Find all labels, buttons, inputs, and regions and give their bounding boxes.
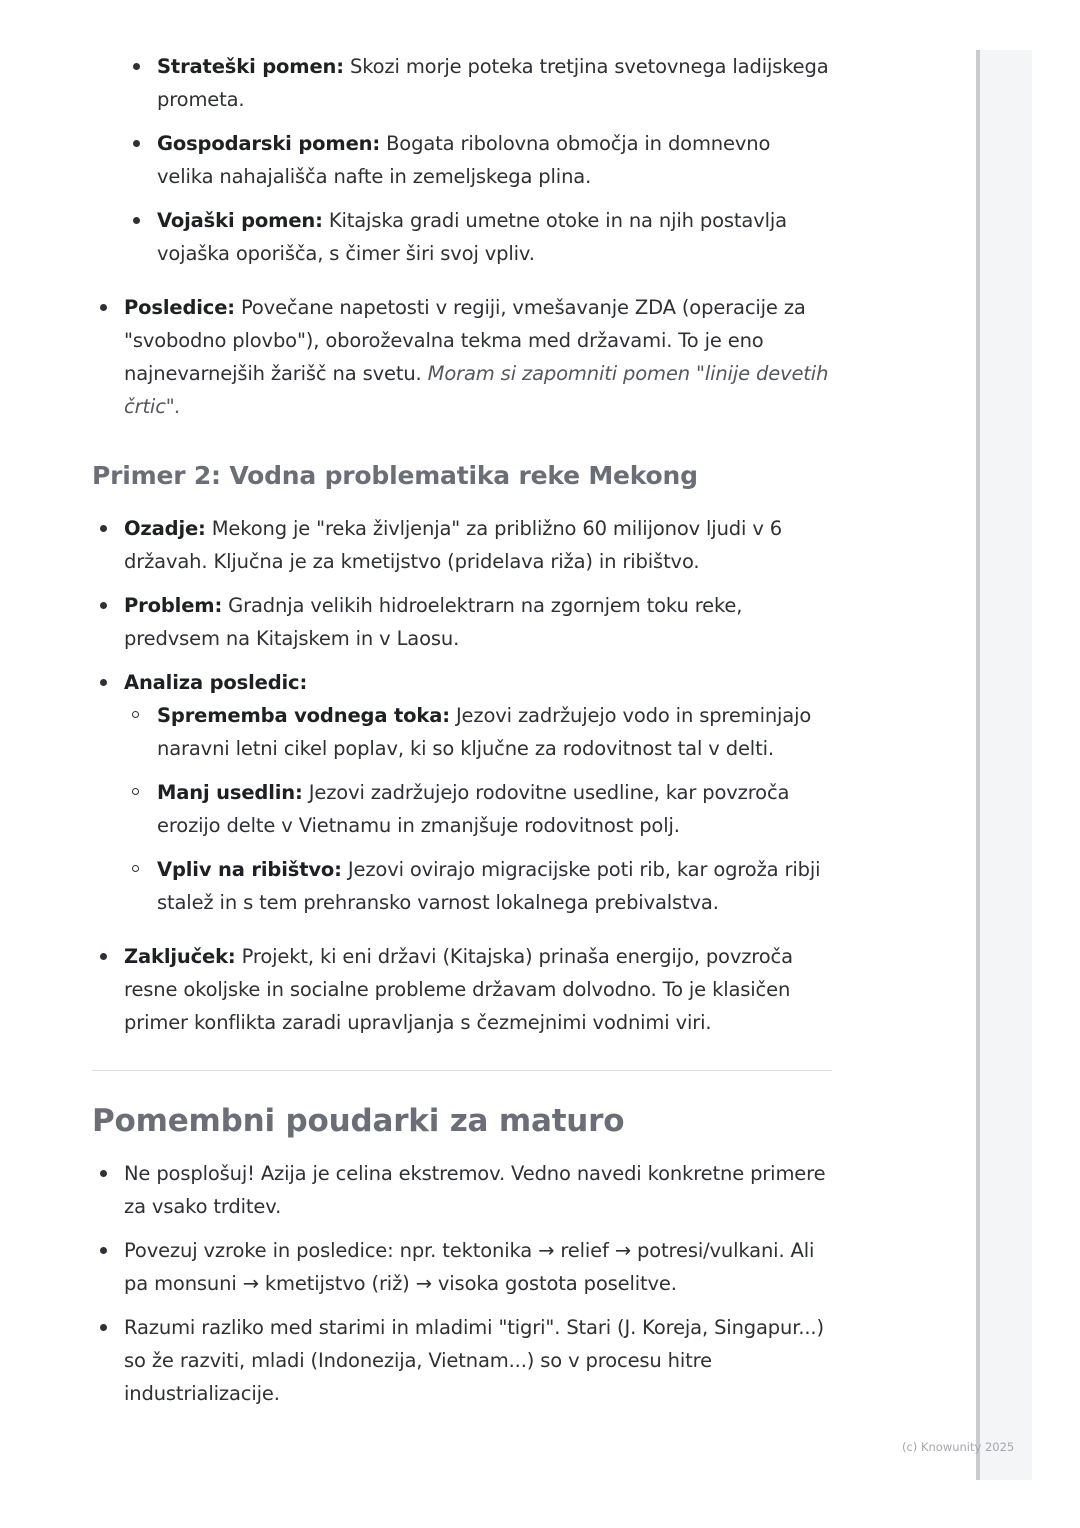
list-item-tip: Ne posplošuj! Azija je celina ekstremov. Vedno navedi konkretne primere za vsako trditev. [92,1157,832,1223]
list-item-problem: Problem: Gradnja velikih hidroelektrarn na zgornjem toku reke, predvsem na Kitajskem in v Laosu. [92,589,832,655]
consequences-list [92,291,832,423]
list-item-consequences: Posledice: Povečane napetosti v regiji, vmešavanje ZDA (operacije za "svobodno plovbo"), oboroževalna tekma med državami. To je eno najnevarnejših žarišč na svetu. Moram si zapomniti pomen "linije devetih črtic". [92,291,832,423]
list-item-water-flow: Sprememba vodnega toka: Jezovi zadržujejo vodo in spreminjajo naravni letni cikel poplav, ki so ključne za rodovitnost tal v delti. [92,699,832,765]
list-item-conclusion: Zaključek: Projekt, ki eni državi (Kitajska) prinaša energijo, povzroča resne okoljske in socialne probleme državam dolvodno. To je klasičen primer konflikta zaradi upravljanja s čezmejnimi vodnimi viri. [92,940,832,1039]
list-item-background: Ozadje: Mekong je "reka življenja" za približno 60 milijonov ljudi v 6 državah. Ključna je za kmetijstvo (pridelava riža) in ribištvo. [92,512,832,578]
page-side-panel [976,50,1032,1480]
list-item-military: Vojaški pomen: Kitajska gradi umetne otoke in na njih postavlja vojaška oporišča, s čimer širi svoj vpliv. [92,204,832,270]
list-item-fisheries: Vpliv na ribištvo: Jezovi ovirajo migracijske poti rib, kar ogroža ribji stalež in s tem prehransko varnost lokalnega prebivalstva. [92,853,832,919]
study-note: Moram si zapomniti pomen "linije devetih črtic". [124,362,829,418]
list-item-economic: Gospodarski pomen: Bogata ribolovna območja in domnevno velika nahajališča nafte in zemeljskega plina. [92,127,832,193]
list-item-tip: Razumi razliko med starimi in mladimi "tigri". Stari (J. Koreja, Singapur...) so že razviti, mladi (Indonezija, Vietnam...) so v procesu hitre industrializacije. [92,1311,832,1410]
document-content [92,50,832,1410]
conclusion-list [92,940,832,1039]
significance-sublist [92,50,832,270]
list-item-analysis: Analiza posledic: [92,666,832,699]
list-item-strategic: Strateški pomen: Skozi morje poteka tretjina svetovnega ladijskega prometa. [92,50,832,116]
section-heading-exam: Pomembni poudarki za maturo [92,1103,625,1139]
copyright-footer: (c) Knowunity 2025 [902,1440,1015,1454]
list-item-sediments: Manj usedlin: Jezovi zadržujejo rodovitne usedline, kar povzroča erozijo delte v Vietnamu in zmanjšuje rodovitnost polj. [92,776,832,842]
section-heading-mekong: Primer 2: Vodna problematika reke Mekong [92,461,698,490]
exam-tips-list [92,1157,832,1410]
analysis-sublist [92,699,832,919]
list-item-tip: Povezuj vzroke in posledice: npr. tektonika → relief → potresi/vulkani. Ali pa monsuni → kmetijstvo (riž) → visoka gostota poselitve. [92,1234,832,1300]
mekong-list [92,512,832,699]
section-divider [92,1070,832,1071]
